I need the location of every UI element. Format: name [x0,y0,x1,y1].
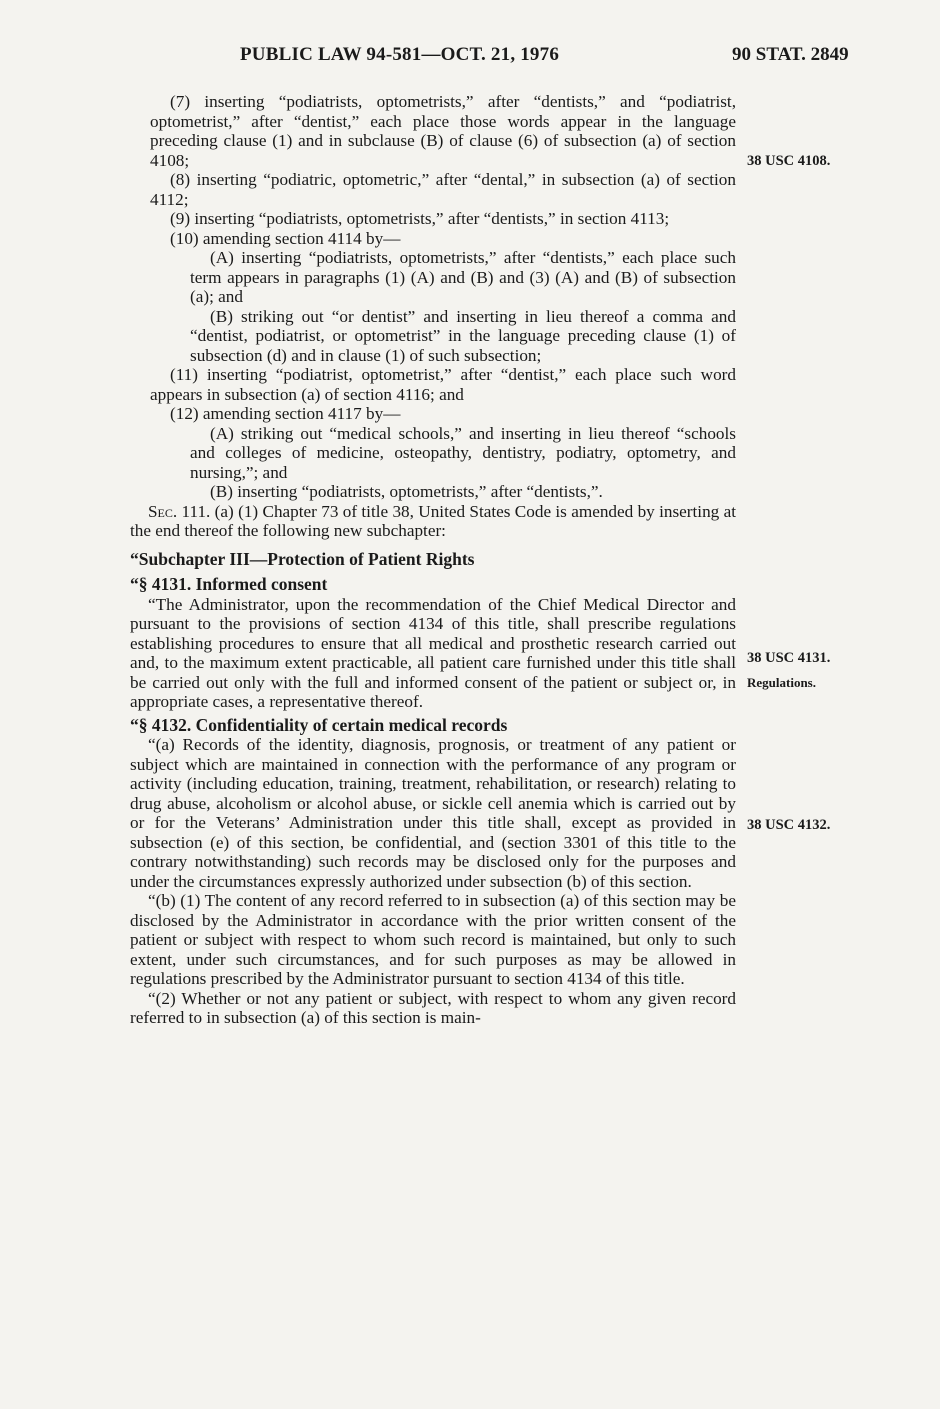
margin-note-regulations: Regulations. [747,675,816,690]
section-4132-heading: “§ 4132. Confidentiality of certain medical records [130,714,508,735]
margin-note-usc-4131: 38 USC 4131. [747,650,831,666]
section-label: Sec. [148,501,178,521]
clause-12-a: (A) striking out “medical schools,” and inserting in lieu thereof “schools and colleges of medicine, osteopathy, dentistry, podiatry, optometry, and nursing,”; and [190,423,736,482]
clause-12: (12) amending section 4117 by— [170,404,401,423]
clause-10: (10) amending section 4114 by— [170,228,401,248]
body-text [130,92,736,1028]
section-111-text: 111. (a) (1) Chapter 73 of title 38, United States Code is amended by inserting at the end thereof the following new subchapter: [130,501,736,540]
subchapter-heading: “Subchapter III—Protection of Patient Rights [130,548,475,569]
clause-10-b: (B) striking out “or dentist” and inserting in lieu thereof a comma and “dentist, podiatrist, or optometrist” in the language preceding clause (1) of subsection (d) and in clause (1) of such subsection; [190,306,736,365]
clause-12-b: (B) inserting “podiatrists, optometrists,” after “dentists,”. [210,482,603,501]
running-header-title: PUBLIC LAW 94-581—OCT. 21, 1976 [240,44,560,65]
margin-note-usc-4108: 38 USC 4108. [747,153,831,169]
section-4131-heading: “§ 4131. Informed consent [130,574,328,594]
clause-7: (7) inserting “podiatrists, optometrists,” after “dentists,” and “podiatrist, optometrist,” after “dentist,” each place those words appear in the language preceding clause (1) and in subclause (B) of clause (6) of subsection (a) of section 4108; [150,92,736,170]
section-4132-subsection-b2: “(2) Whether or not any patient or subject, with respect to whom any given record referred to in subsection (a) of this section is main- [130,988,736,1027]
clause-8: (8) inserting “podiatric, optometric,” after “dental,” in subsection (a) of section 4112; [150,170,736,209]
clause-9: (9) inserting “podiatrists, optometrists,” after “dentists,” in section 4113; [170,209,670,228]
running-header-stat-page: 90 STAT. 2849 [732,44,849,65]
clause-11: (11) inserting “podiatrist, optometrist,” after “dentist,” each place such word appears in subsection (a) of section 4116; and [150,365,736,404]
clause-10-a: (A) inserting “podiatrists, optometrists,” after “dentists,” each place such term appears in paragraphs (1) (A) and (B) and (3) (A) and (B) of subsection (a); and [190,248,736,306]
section-4131-text: “The Administrator, upon the recommendation of the Chief Medical Director and pursuant to the provisions of section 4134 of this title, shall prescribe regulations establishing procedures to ensure that all medical and prosthetic research carried out and, to the maximum extent practicable, all patient care furnished under this title shall be carried out only with the full and informed consent of the patient or subject or, in appropriate cases, a representative thereof. [130,594,736,711]
margin-note-usc-4132: 38 USC 4132. [747,817,831,833]
section-111 [130,502,736,541]
section-4132-subsection-b1: “(b) (1) The content of any record referred to in subsection (a) of this section may be disclosed by the Administrator in accordance with the prior written consent of the patient or subject with respect to whom such record is maintained, but only to such extent, under such circumstances, and for such purposes as may be allowed in regulations prescribed by the Administrator pursuant to section 4134 of this title. [130,891,736,988]
section-4132-subsection-a: “(a) Records of the identity, diagnosis, prognosis, or treatment of any patient or subject which are maintained in connection with the performance of any program or activity (including education, training, treatment, rehabilitation, or research) relating to drug abuse, alcoholism or alcohol abuse, or sickle cell anemia which is carried out by or for the Veterans’ Administration under this title shall, except as provided in subsection (e) of this section, be confidential, and (section 3301 of this title to the contrary notwithstanding) such records may be disclosed only for the purposes and under the circumstances expressly authorized under subsection (b) of this section. [130,735,736,891]
